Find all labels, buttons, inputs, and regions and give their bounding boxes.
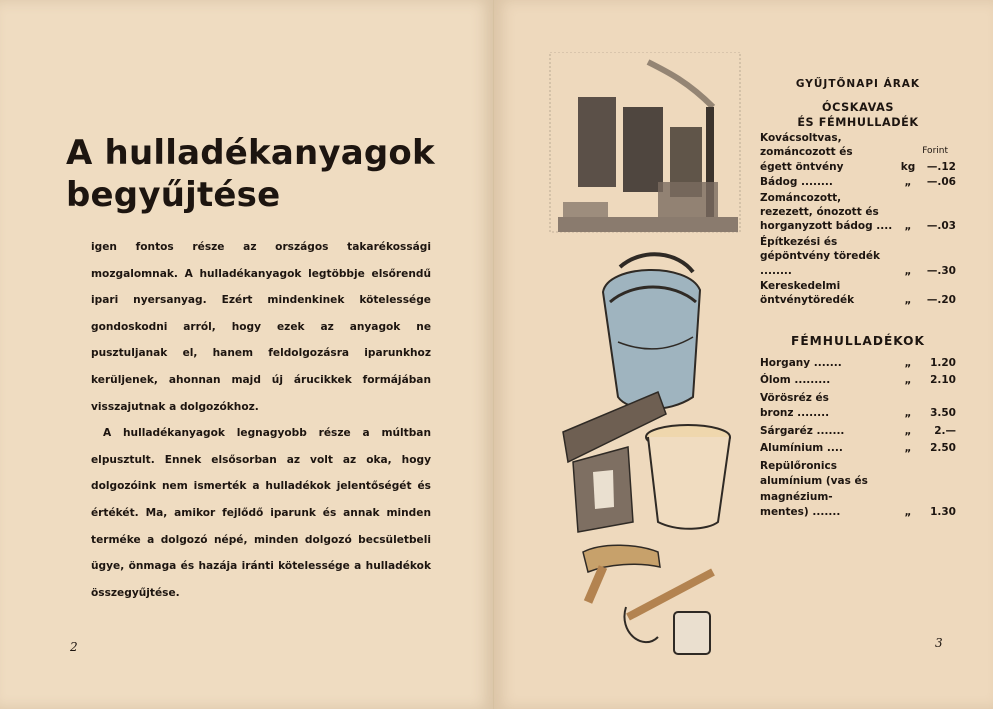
metal-item-unit: „ (904, 356, 912, 369)
metal-item-unit: „ (904, 506, 912, 519)
heading-line-2: begyűjtése (66, 175, 281, 215)
metal-item-name: Vörösréz és bronz ........ (760, 391, 830, 420)
metal-row (760, 424, 956, 440)
scrap-item-name: Építkezési és gépöntvény töredék ........ (760, 235, 880, 277)
metal-item-unit: „ (904, 407, 912, 420)
metal-item-price: 2.50 (930, 442, 956, 455)
scrap-row (760, 279, 956, 308)
paragraph-2: A hulladékanyagok legnagyobb része a múltban elpusztult. Ennek elsősorban az volt az oka, hogy dolgozóink nem ismerték a hulladékok jelentőségét és értékét. Ma, amikor fejlődő iparunk és annak minden terméke a dolgozó népé, minden dolgozó becsületbeli ügye, önmaga és hazája iránti kötelessége a hulladékok összegyűjtése. (91, 427, 431, 599)
scrap-item-price: —.30 (926, 264, 956, 277)
scrap-metal-illustration (548, 52, 748, 672)
scrap-item-price: —.20 (926, 294, 956, 307)
scrap-item-unit: „ (904, 294, 912, 307)
body-text (91, 234, 431, 606)
sub-heading-line-1: ÓCSKAVAS (822, 101, 894, 114)
metal-item-price: 2.10 (930, 374, 956, 387)
scrap-item-price: —.06 (926, 176, 956, 189)
page-number-left: 2 (70, 640, 78, 654)
metal-item-name: Ólom ......... (760, 374, 831, 387)
paragraph-1: igen fontos része az országos takarékossági mozgalomnak. A hulladékanyagok legtöbbje elsőrendű ipari nyersanyag. Ezért mindenkinek kötelessége gondoskodni arról, hogy ezek az anyagok ne pusztuljanak el, hanem feldolgozásra iparunkhoz kerüljenek, ahonnan majd új árucikkek formájában visszajutnak a dolgozókhoz. (91, 241, 431, 413)
scrap-item-price: —.12 (926, 160, 956, 173)
bucket-illustration (603, 254, 700, 409)
metal-item-unit: „ (904, 424, 912, 437)
sub-heading-line-2: ÉS FÉMHULLADÉK (797, 116, 919, 129)
scrap-item-unit: kg (900, 160, 916, 173)
metal-item-name: Alumínium .... (760, 442, 843, 455)
metal-heading: FÉMHULLADÉKOK (791, 333, 925, 348)
metal-item-price: 3.50 (930, 407, 956, 420)
scrap-item-unit: „ (904, 220, 912, 233)
metal-item-name: Repülőronics alumínium (vas és magnézium- mentes) ....... (760, 459, 868, 519)
scrap-item-unit: „ (904, 176, 912, 189)
metal-row (760, 391, 956, 422)
metal-row (760, 373, 956, 389)
page-heading (66, 132, 435, 216)
metal-row (760, 356, 956, 372)
scrap-item-name: Bádog ........ (760, 176, 833, 189)
price-heading: GYŰJTŐNAPI ÁRAK (795, 78, 921, 90)
page-number-right: 3 (935, 636, 943, 650)
metal-row (760, 459, 956, 521)
currency-label: Forint (922, 146, 948, 156)
metal-row (760, 441, 956, 457)
left-page (0, 0, 494, 709)
scrap-item-name: Kereskedelmi öntvénytöredék (760, 280, 855, 307)
scrap-item-unit: „ (904, 264, 912, 277)
scrap-price-list (760, 131, 956, 308)
scrap-row (760, 175, 956, 189)
scrap-pile-illustration (563, 392, 730, 654)
metal-item-price: 1.30 (930, 506, 956, 519)
metal-price-list (760, 356, 956, 521)
scrap-row (760, 235, 956, 278)
scrap-item-name: Kovácsoltvas, zománcozott és égett öntvény (760, 132, 853, 173)
price-list (760, 78, 956, 521)
metal-item-unit: „ (904, 442, 912, 455)
metal-item-unit: „ (904, 374, 912, 387)
metal-item-price: 1.20 (930, 356, 956, 369)
metal-item-name: Horgany ....... (760, 356, 842, 369)
factory-illustration (550, 52, 740, 232)
metal-item-name: Sárgaréz ....... (760, 424, 845, 437)
metal-item-price: 2.— (934, 424, 956, 437)
scrap-row (760, 191, 956, 234)
scrap-item-price: —.03 (926, 220, 956, 233)
heading-line-1: A hulladékanyagok (66, 133, 435, 173)
scrap-item-name: Zománcozott, rezezett, ónozott és horganyzott bádog .... (760, 191, 893, 233)
